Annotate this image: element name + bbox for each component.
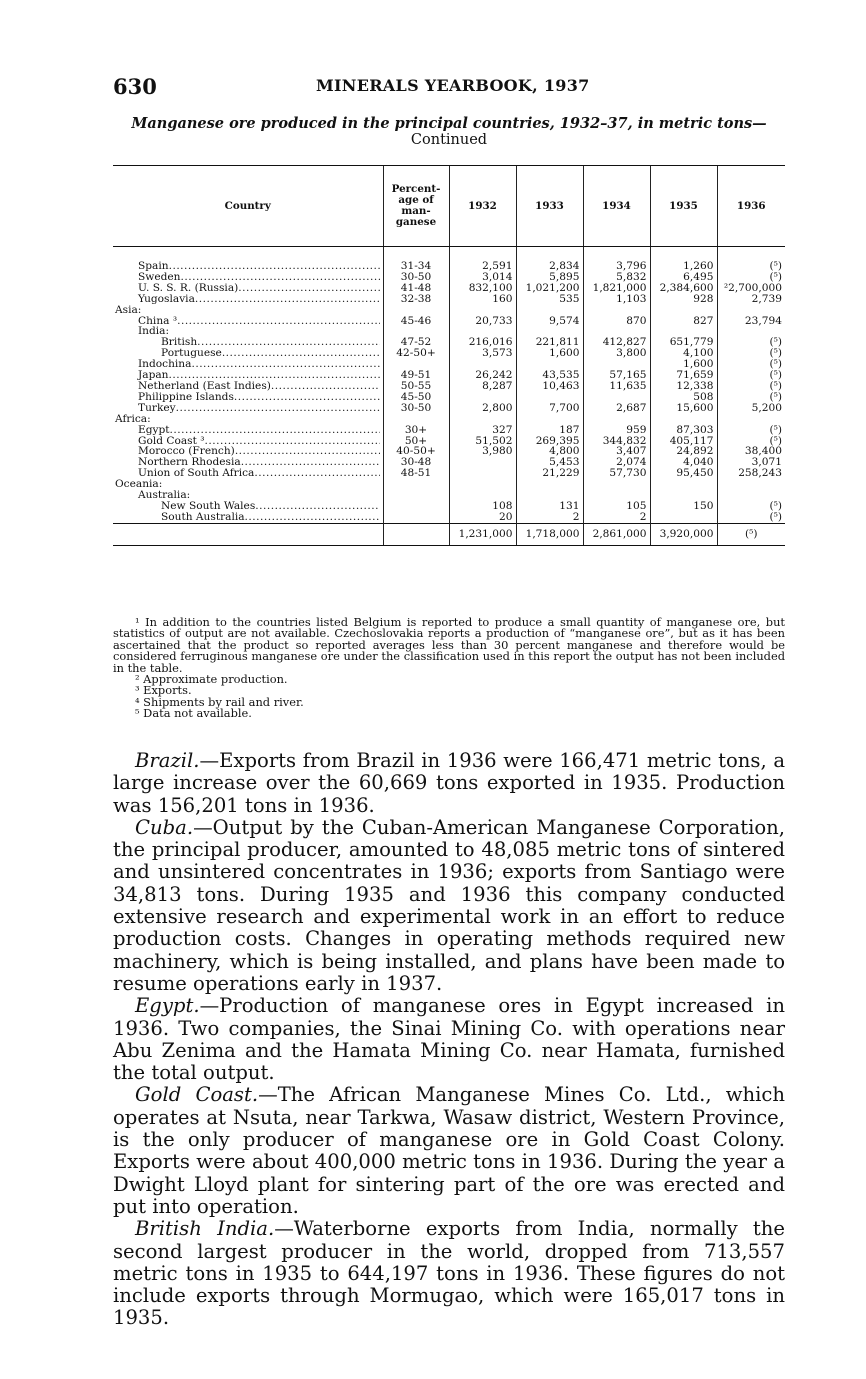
value-cell-1936: (⁵) [717,436,785,447]
value-cell-1935 [650,512,717,523]
value-cell-1936: 23,794 [717,316,785,327]
table-title [113,115,785,149]
paragraph-text: —The African Manganese Mines Co. Ltd., which operates at Nsuta, near Tarkwa, Wasaw district, Western Province, is the only producer of manganese ore in Gold Coast Colony. Exports were about 400,000 metric tons in 1936. During the year a Dwight Lloyd plant for sintering part of the ore was erected and put into operation. [113,1083,785,1218]
value-cell-1932 [449,392,516,403]
percentage-cell: 47-52 [383,337,449,348]
value-cell-1936: 5,200 [717,403,785,414]
value-cell-1933: 2 [516,512,583,523]
country-cell [113,479,383,490]
value-cell-1936: (⁵) [717,272,785,283]
paragraph-lead: Cuba. [135,815,194,839]
value-cell-1932: 2,800 [449,403,516,414]
value-cell-1932: 327 [449,425,516,436]
table-row [113,348,785,359]
value-cell-1936: 3,071 [717,457,785,468]
value-cell-1933 [516,392,583,403]
footnote-3: ³ Exports. [135,683,192,698]
country-name: Union of South Africa [138,468,255,480]
total-1934: 2,861,000 [583,523,650,545]
value-cell-1932 [449,490,516,501]
footnote-4: ⁴ Shipments by rail and river. [135,694,304,709]
value-cell-1936: (⁵) [717,370,785,381]
value-cell-1936 [717,305,785,316]
total-pct-cell [383,523,449,545]
total-1933: 1,718,000 [516,523,583,545]
percentage-cell: 50-55 [383,381,449,392]
country-cell [113,381,383,392]
value-cell-1932 [449,479,516,490]
country-name: Indochina [138,359,192,371]
value-cell-1932 [449,326,516,337]
percentage-cell [383,479,449,490]
value-cell-1936: (⁵) [717,337,785,348]
value-cell-1933: 4,800 [516,446,583,457]
value-cell-1935 [650,305,717,316]
value-cell-1933: 1,021,200 [516,283,583,294]
value-cell-1936: ²2,700,000 [717,283,785,294]
table-row [113,479,785,490]
leader-dots [177,316,379,327]
value-cell-1934 [583,392,650,403]
leader-dots [238,283,379,294]
leader-dots [241,457,380,468]
table-row [113,283,785,294]
percentage-cell [383,305,449,316]
country-name: Northern Rhodesia [138,457,241,469]
leader-dots [245,512,380,523]
value-cell-1936: (⁵) [717,359,785,370]
table-row [113,359,785,370]
value-cell-1933: 5,453 [516,457,583,468]
table-row [113,247,785,272]
country-name: South Australia [161,511,245,523]
value-cell-1936: (⁵) [717,512,785,523]
table-title-line-2: Continued [410,132,488,148]
value-cell-1932: 3,014 [449,272,516,283]
value-cell-1933: 7,700 [516,403,583,414]
percentage-cell: 48-51 [383,468,449,479]
paragraph-cuba [113,817,785,995]
value-cell-1936: 38,400 [717,446,785,457]
country-name: Sweden [138,271,181,283]
table-row [113,403,785,414]
leader-dots [205,436,380,447]
footnotes [113,617,785,720]
value-cell-1933 [516,326,583,337]
paragraph-egypt [113,995,785,1084]
value-cell-1933: 10,463 [516,381,583,392]
leader-dots [254,468,379,479]
country-name: India: [138,326,170,338]
column-header-1934: 1934 [583,166,650,247]
table-row [113,501,785,512]
paragraph-text: —Waterborne exports from India, normally the second largest producer in the world, dropped from 713,557 metric tons in 1935 to 644,197 tons in 1936. These figures do not include exports through Mormugao, which were 165,017 tons in 1935. [113,1217,786,1330]
percentage-cell: 41-48 [383,283,449,294]
percentage-cell [383,414,449,425]
leader-dots [191,359,379,370]
page-number: 630 [113,74,157,99]
paragraph-gold-coast [113,1084,785,1218]
table-row [113,457,785,468]
running-head: MINERALS YEARBOOK, 1937 [316,76,590,95]
value-cell-1935: 71,659 [650,370,717,381]
value-cell-1933: 2,834 [516,247,583,272]
value-cell-1935: 508 [650,392,717,403]
footnote-5: ⁵ Data not available. [135,706,252,721]
leader-dots [234,392,380,403]
value-cell-1936: 258,243 [717,468,785,479]
country-cell [113,446,383,457]
value-cell-1935: 95,450 [650,468,717,479]
column-header-1936: 1936 [717,166,785,247]
percentage-cell [383,359,449,370]
country-name: Asia: [115,304,142,316]
value-cell-1932: 8,287 [449,381,516,392]
value-cell-1935: 651,779 [650,337,717,348]
table-row [113,512,785,523]
value-cell-1936: (⁵) [717,392,785,403]
country-cell [113,425,383,436]
percentage-cell [383,490,449,501]
value-cell-1934: 57,730 [583,468,650,479]
country-name: Morocco (French) [138,446,235,458]
value-cell-1935: 4,100 [650,348,717,359]
country-cell [113,392,383,403]
country-cell [113,457,383,468]
column-header-country: Country [113,166,383,247]
paragraph-text: —Production of manganese ores in Egypt increased in 1936. Two companies, the Sinai Mining Co. with operations near Abu Zenima and the Hamata Mining Co. near Hamata, furnished the total output. [113,994,785,1085]
value-cell-1934: 870 [583,316,650,327]
value-cell-1933: 269,395 [516,436,583,447]
value-cell-1934: 412,827 [583,337,650,348]
table-row [113,370,785,381]
country-cell [113,272,383,283]
body-text [113,750,785,1330]
country-cell [113,305,383,316]
column-header-1935: 1935 [650,166,717,247]
value-cell-1934: 1,103 [583,294,650,305]
country-cell [113,294,383,305]
value-cell-1934 [583,359,650,370]
country-cell [113,337,383,348]
paragraph-lead: Brazil. [135,749,200,772]
value-cell-1936 [717,326,785,337]
value-cell-1932: 3,573 [449,348,516,359]
value-cell-1935: 1,600 [650,359,717,370]
percentage-cell: 50+ [383,436,449,447]
country-name: British [161,337,198,349]
percentage-cell [383,512,449,523]
value-cell-1935: 15,600 [650,403,717,414]
country-cell [113,283,383,294]
paragraph-lead: British India. [135,1217,275,1241]
value-cell-1932: 832,100 [449,283,516,294]
value-cell-1932: 216,016 [449,337,516,348]
percentage-cell: 30-48 [383,457,449,468]
table-title-line-1: Manganese ore produced in the principal countries, 1932–37, in metric tons— [131,115,767,132]
leader-dots [197,337,379,348]
value-cell-1933 [516,305,583,316]
country-name: Africa: [115,413,151,425]
value-cell-1934: 2,687 [583,403,650,414]
country-cell [113,348,383,359]
table-row [113,305,785,316]
value-cell-1932 [449,457,516,468]
value-cell-1936: (⁵) [717,501,785,512]
value-cell-1932: 108 [449,501,516,512]
value-cell-1933 [516,414,583,425]
country-cell [113,403,383,414]
country-cell [113,316,383,327]
value-cell-1936: (⁵) [717,381,785,392]
country-name: Egypt [138,424,170,436]
leader-dots [271,381,380,392]
table-row [113,468,785,479]
country-name: Spain [138,260,169,272]
value-cell-1933: 9,574 [516,316,583,327]
table-row [113,446,785,457]
table-row [113,414,785,425]
production-table [113,165,785,546]
country-name: U. S. S. R. (Russia) [138,282,239,294]
column-header-1933: 1933 [516,166,583,247]
value-cell-1934: 3,407 [583,446,650,457]
leader-dots [222,348,380,359]
value-cell-1934: 105 [583,501,650,512]
table-row [113,490,785,501]
value-cell-1935: 12,338 [650,381,717,392]
country-cell [113,414,383,425]
leader-dots [168,370,379,381]
column-header-percentage: Percent-age of man-ganese [383,166,449,247]
country-cell [113,436,383,447]
percentage-cell: 45-46 [383,316,449,327]
country-name: Japan [138,370,169,381]
value-cell-1933: 131 [516,501,583,512]
paragraph-text: —Output by the Cuban-American Manganese Corporation, the principal producer, amounted to 48,085 metric tons of sintered and unsintered concentrates in 1936; exports from Santiago were 34,813 tons. During 1935 and 1936 this company conducted extensive research and experimental work in an effort to reduce production costs. Changes in operating methods required new machinery, which is being installed, and plans have been made to resume operations early in 1937. [113,815,785,995]
value-cell-1936: 2,739 [717,294,785,305]
country-name: Australia: [138,490,191,501]
table-total-row [113,523,785,545]
paragraph-lead: Gold Coast. [135,1083,259,1107]
country-cell [113,468,383,479]
paragraph-text: —Exports from Brazil in 1936 were 166,471 metric tons, a large increase over the 60,669 tons exported in 1935. Production was 156,201 tons in 1936. [113,749,785,817]
percentage-cell: 32-38 [383,294,449,305]
leader-dots [176,403,380,414]
value-cell-1933: 1,600 [516,348,583,359]
value-cell-1934: 3,796 [583,247,650,272]
table-row [113,326,785,337]
country-name: New South Wales [161,500,256,512]
paragraph-british-india [113,1218,785,1329]
country-cell [113,501,383,512]
value-cell-1935 [650,414,717,425]
table-row [113,381,785,392]
value-cell-1935: 6,495 [650,272,717,283]
table-row [113,316,785,327]
value-cell-1933: 535 [516,294,583,305]
value-cell-1935: 87,303 [650,425,717,436]
percentage-cell: 49-51 [383,370,449,381]
value-cell-1935 [650,326,717,337]
value-cell-1935 [650,479,717,490]
table-row [113,392,785,403]
value-cell-1935: 24,892 [650,446,717,457]
value-cell-1933: 5,895 [516,272,583,283]
country-name: Gold Coast ³ [138,435,205,447]
value-cell-1932 [449,414,516,425]
total-1932: 1,231,000 [449,523,516,545]
value-cell-1936 [717,479,785,490]
country-cell [113,326,383,337]
country-cell [113,512,383,523]
value-cell-1934: 5,832 [583,272,650,283]
table-row [113,436,785,447]
value-cell-1934: 11,635 [583,381,650,392]
percentage-cell: 40-50+ [383,446,449,457]
value-cell-1932: 51,502 [449,436,516,447]
value-cell-1935: 2,384,600 [650,283,717,294]
country-cell [113,490,383,501]
value-cell-1934: 2 [583,512,650,523]
leader-dots [195,294,380,305]
percentage-cell: 45-50 [383,392,449,403]
value-cell-1936: (⁵) [717,348,785,359]
value-cell-1932: 3,980 [449,446,516,457]
country-name: China ³ [138,315,178,327]
value-cell-1936 [717,414,785,425]
leader-dots [180,272,379,283]
value-cell-1932: 26,242 [449,370,516,381]
leader-dots [235,446,380,457]
value-cell-1934 [583,326,650,337]
total-1936: (⁵) [717,523,785,545]
value-cell-1935: 4,040 [650,457,717,468]
paragraph-lead: Egypt. [135,994,200,1018]
country-name: Netherland (East Indies) [138,380,271,392]
table-body [113,247,785,524]
value-cell-1933: 221,811 [516,337,583,348]
value-cell-1932 [449,359,516,370]
country-cell [113,247,383,272]
value-cell-1936 [717,490,785,501]
country-name: Turkey [138,402,176,414]
value-cell-1933 [516,479,583,490]
country-name: Yugoslavia [138,293,195,305]
value-cell-1935: 827 [650,316,717,327]
table-row [113,294,785,305]
country-cell [113,359,383,370]
value-cell-1934: 344,832 [583,436,650,447]
table-row [113,425,785,436]
value-cell-1935: 150 [650,501,717,512]
value-cell-1935: 928 [650,294,717,305]
value-cell-1935: 405,117 [650,436,717,447]
value-cell-1933: 187 [516,425,583,436]
value-cell-1932: 160 [449,294,516,305]
value-cell-1934: 959 [583,425,650,436]
footnote-2: ² Approximate production. [135,672,288,687]
footnote-1: ¹ In addition to the countries listed Belgium is reported to produce a small quantity of manganese ore, but statistics of output are not available. Czechoslovakia reports a production of “manganese ore”, but as it has been ascertained that the product so reported averages less than 30 percent manganese and therefore would be considered ferruginous manganese ore under the classification used in this report the output has not been included in the table. [113,615,785,675]
value-cell-1936: (⁵) [717,247,785,272]
value-cell-1933: 21,229 [516,468,583,479]
leader-dots [169,261,380,272]
value-cell-1934 [583,479,650,490]
value-cell-1933 [516,490,583,501]
value-cell-1934 [583,414,650,425]
percentage-cell: 31-34 [383,247,449,272]
paragraph-brazil [113,750,785,817]
table-row [113,272,785,283]
leader-dots [170,425,380,436]
value-cell-1932: 20 [449,512,516,523]
total-1935: 3,920,000 [650,523,717,545]
column-header-1932: 1932 [449,166,516,247]
percentage-cell: 42-50+ [383,348,449,359]
table-row [113,337,785,348]
value-cell-1932: 2,591 [449,247,516,272]
percentage-cell: 30+ [383,425,449,436]
value-cell-1933 [516,359,583,370]
leader-dots [255,501,379,512]
value-cell-1935 [650,490,717,501]
total-label-cell [113,523,383,545]
table-header-row [113,166,785,247]
percentage-cell [383,326,449,337]
value-cell-1933: 43,535 [516,370,583,381]
value-cell-1932: 20,733 [449,316,516,327]
value-cell-1932 [449,468,516,479]
percentage-cell: 30-50 [383,272,449,283]
value-cell-1936: (⁵) [717,425,785,436]
value-cell-1934 [583,490,650,501]
country-cell [113,370,383,381]
value-cell-1934: 3,800 [583,348,650,359]
country-name: Oceania: [115,479,163,491]
percentage-cell: 30-50 [383,403,449,414]
country-name: Philippine Islands [138,391,234,403]
percentage-cell [383,501,449,512]
value-cell-1934 [583,305,650,316]
value-cell-1935: 1,260 [650,247,717,272]
country-name: Portuguese [161,348,222,360]
value-cell-1934: 1,821,000 [583,283,650,294]
value-cell-1934: 57,165 [583,370,650,381]
value-cell-1934: 2,074 [583,457,650,468]
value-cell-1932 [449,305,516,316]
